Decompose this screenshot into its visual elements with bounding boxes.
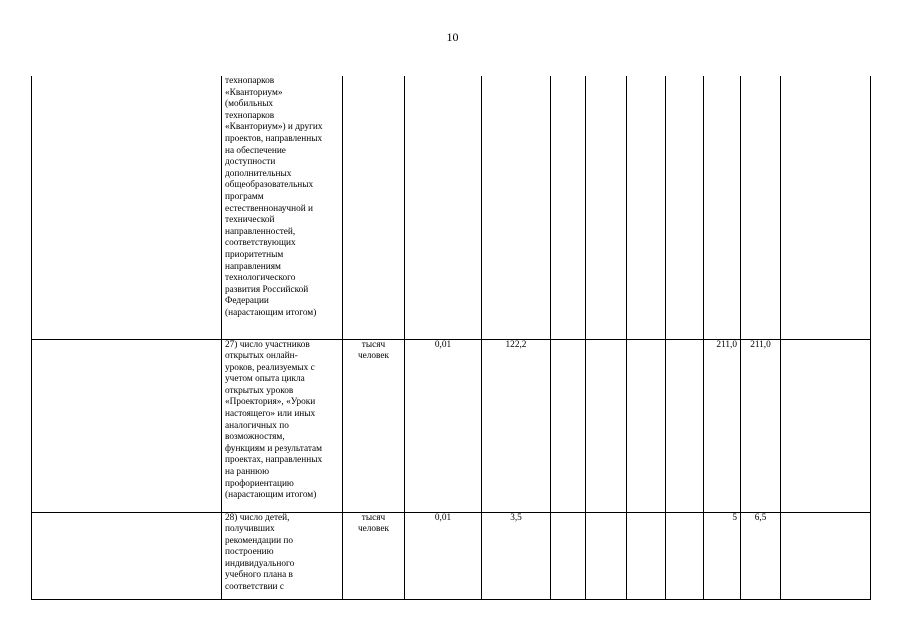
value-cell	[627, 512, 666, 599]
value-cell	[704, 76, 741, 339]
row-number-cell	[32, 339, 222, 512]
value-cell	[551, 512, 586, 599]
value-cell	[482, 76, 551, 339]
indicator-label: 28) число детей, получивших рекомендации по построению индивидуального учебного плана в соответствии с	[222, 512, 343, 599]
value-cell: 0,01	[405, 339, 482, 512]
value-cell	[586, 512, 627, 599]
row-number-cell	[32, 512, 222, 599]
table-row	[32, 76, 871, 339]
page-number: 10	[446, 30, 459, 44]
value-cell	[586, 339, 627, 512]
value-cell: 6,5	[741, 512, 781, 599]
value-cell	[666, 76, 704, 339]
value-cell	[781, 339, 871, 512]
value-cell	[741, 76, 781, 339]
row-number-cell	[32, 76, 222, 339]
indicator-label: 27) число участников открытых онлайн- уроков, реализуемых с учетом опыта цикла открытых уроков «Проектория», «Уроки настоящего» или иных аналогичных по возможностям, функциям и результатам проектах, направленных на раннюю профориентацию (нарастающим итогом)	[222, 339, 343, 512]
value-cell: 122,2	[482, 339, 551, 512]
value-cell	[551, 339, 586, 512]
value-cell: 0,01	[405, 512, 482, 599]
value-cell	[551, 76, 586, 339]
value-cell: 5	[704, 512, 741, 599]
unit-cell: тысяч человек	[343, 512, 405, 599]
value-cell	[666, 339, 704, 512]
unit-cell	[343, 76, 405, 339]
value-cell	[781, 76, 871, 339]
indicator-label: технопарков «Кванториум» (мобильных технопарков «Кванториум») и других проектов, направленных на обеспечение доступности дополнительных общеобразовательных программ естественнонаучной и технической направленностей, соответствующих приоритетным направлениям технологического развития Российской Федерации (нарастающим итогом)	[222, 76, 343, 339]
table-row	[32, 512, 871, 599]
indicators-table	[31, 76, 871, 600]
value-cell	[627, 76, 666, 339]
table-row	[32, 339, 871, 512]
value-cell	[405, 76, 482, 339]
value-cell: 211,0	[741, 339, 781, 512]
value-cell: 3,5	[482, 512, 551, 599]
value-cell	[666, 512, 704, 599]
value-cell	[627, 339, 666, 512]
value-cell	[586, 76, 627, 339]
value-cell: 211,0	[704, 339, 741, 512]
value-cell	[781, 512, 871, 599]
unit-cell: тысяч человек	[343, 339, 405, 512]
